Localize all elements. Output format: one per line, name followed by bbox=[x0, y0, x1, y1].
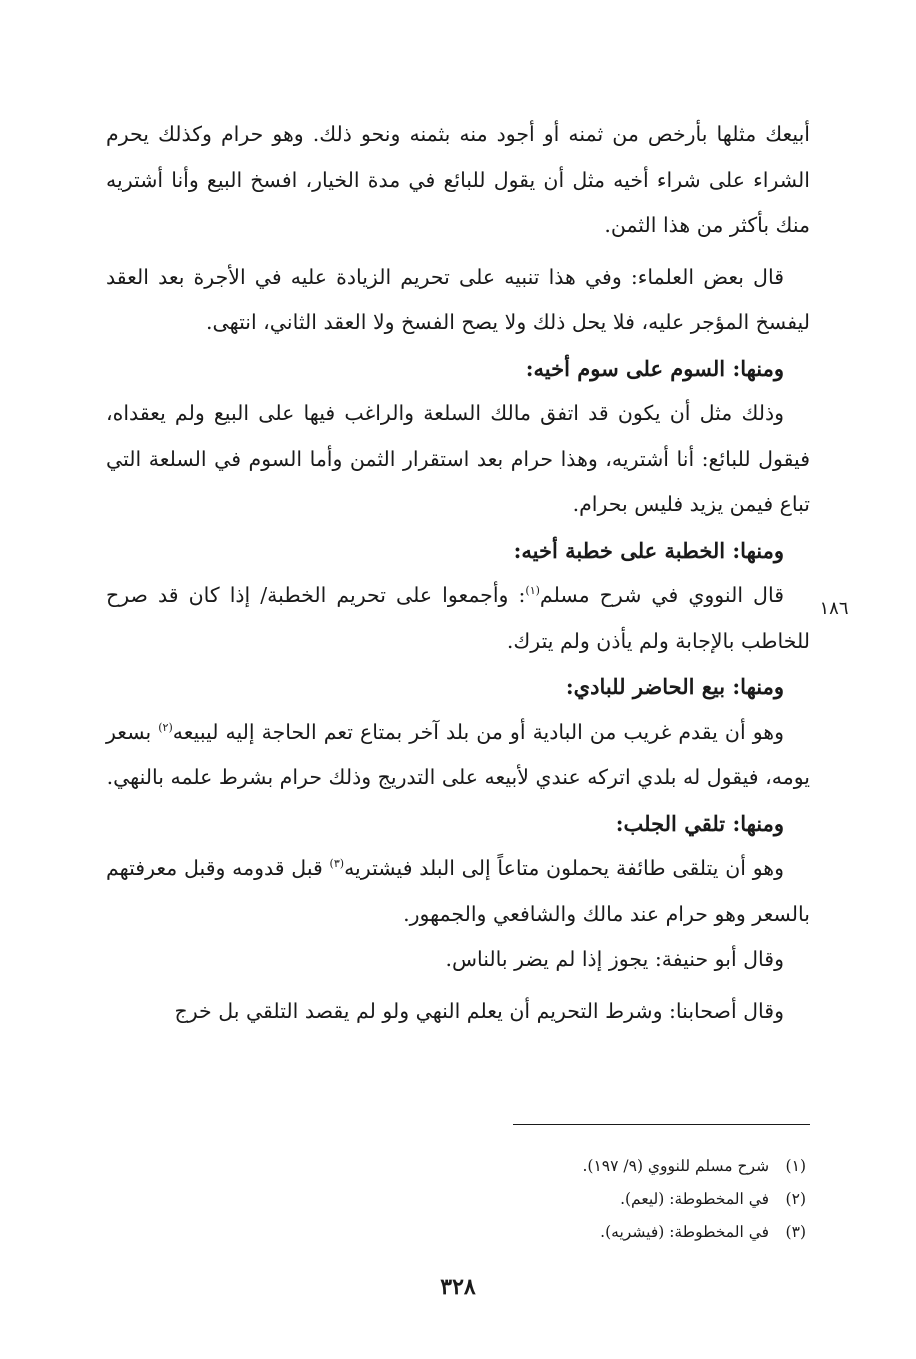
manuscript-folio-number: ١٨٦ bbox=[819, 598, 849, 619]
footnote-text: في المخطوطة: (ليعم). bbox=[620, 1190, 770, 1208]
footnote-ref-1: (١) bbox=[525, 584, 540, 598]
footnote-divider bbox=[513, 1124, 810, 1125]
paragraph-2: قال بعض العلماء: وفي هذا تنبيه على تحريم الزيادة عليه في الأجرة بعد العقد ليفسخ المؤجر عليه، فلا يحل ذلك ولا يصح الفسخ ولا العقد الثاني، انتهى. bbox=[106, 264, 810, 334]
paragraph-5 bbox=[106, 710, 810, 801]
footnote-text: في المخطوطة: (فيشريه). bbox=[600, 1223, 770, 1241]
paragraph-8: وقال أصحابنا: وشرط التحريم أن يعلم النهي ولو لم يقصد التلقي بل خرج bbox=[174, 998, 784, 1023]
main-text bbox=[106, 112, 810, 1034]
footnote-3 bbox=[106, 1216, 806, 1249]
paragraph-3: وذلك مثل أن يكون قد اتفق مالك السلعة والراغب فيها على البيع ولم يعقداه، فيقول للبائع: أنا أشتريه، وهذا حرام بعد استقرار الثمن وأما السوم في السلعة التي تباع فيمن يزيد فليس بحرام. bbox=[106, 401, 810, 516]
footnote-ref-2: (٢) bbox=[158, 720, 173, 734]
paragraph-6-part-1: وهو أن يتلقى طائفة يحملون متاعاً إلى البلد فيشتريه bbox=[344, 856, 784, 880]
footnote-number: (١) bbox=[785, 1157, 806, 1175]
section-heading-hadir: ومنها: بيع الحاضر للبادي: bbox=[565, 674, 784, 699]
paragraph-1: أبيعك مثلها بأرخص من ثمنه أو أجود منه بثمنه ونحو ذلك. وهو حرام وكذلك يحرم الشراء على شراء أخيه مثل أن يقول للبائع في مدة الخيار، افسخ البيع وأنا أشتريه منك بأكثر من هذا الثمن. bbox=[106, 122, 810, 237]
footnote-ref-3: (٣) bbox=[329, 857, 345, 871]
page-number: ٣٢٨ bbox=[440, 1274, 476, 1300]
paragraph-5-part-2: بسعر يومه، فيقول له بلدي اتركه عندي لأبيعه على التدريج وذلك حرام بشرط علمه بالنهي. bbox=[106, 719, 810, 789]
section-heading-jalab: ومنها: تلقي الجلب: bbox=[615, 810, 784, 836]
paragraph-7: وقال أبو حنيفة: يجوز إذا لم يضر بالناس. bbox=[445, 947, 784, 971]
paragraph-6 bbox=[106, 846, 810, 937]
footnote-2 bbox=[106, 1183, 806, 1216]
footnote-number: (٢) bbox=[785, 1190, 806, 1208]
footnotes bbox=[106, 1150, 806, 1249]
footnote-text: شرح مسلم للنووي (٩/ ١٩٧). bbox=[582, 1157, 770, 1175]
footnote-1 bbox=[106, 1150, 806, 1183]
footnote-number: (٣) bbox=[785, 1223, 806, 1241]
paragraph-4 bbox=[106, 573, 810, 664]
section-heading-sawm: ومنها: السوم على سوم أخيه: bbox=[525, 355, 784, 381]
section-heading-khitba: ومنها: الخطبة على خطبة أخيه: bbox=[513, 537, 784, 563]
paragraph-6-part-2: قبل قدومه وقبل معرفتهم بالسعر وهو حرام عند مالك والشافعي والجمهور. bbox=[106, 856, 810, 926]
paragraph-4-part-2: : وأجمعوا على تحريم الخطبة/ إذا كان قد صرح للخاطب بالإجابة ولم يأذن ولم يترك. bbox=[106, 583, 810, 653]
paragraph-4-part-1: قال النووي في شرح مسلم bbox=[539, 583, 784, 607]
paragraph-5-part-1: وهو أن يقدم غريب من البادية أو من بلد آخر بمتاع تعم الحاجة إليه ليبيعه bbox=[172, 719, 784, 744]
